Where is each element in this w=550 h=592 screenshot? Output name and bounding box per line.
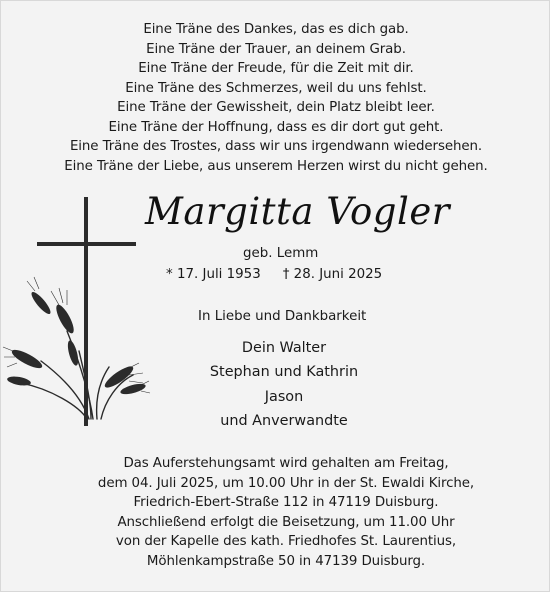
poem-line: Eine Träne der Trauer, an deinem Grab.	[146, 41, 406, 57]
death-date: † 28. Juni 2025	[282, 267, 383, 282]
mourner-line: Jason	[264, 388, 304, 405]
poem-line: Eine Träne des Trostes, dass wir uns irgendwann wiedersehen.	[69, 139, 483, 154]
poem	[1, 20, 550, 176]
service-line: Friedrich-Ebert-Straße 112 in 47119 Duisburg.	[133, 495, 439, 511]
poem-line: Eine Träne des Dankes, das es dich gab.	[143, 22, 409, 37]
mourner-line: Dein Walter	[241, 340, 327, 356]
service-line: von der Kapelle des kath. Friedhofes St. Laurentius,	[115, 534, 457, 550]
mourner-line: Stephan und Kathrin	[209, 364, 359, 381]
cross-with-wheat-icon	[1, 191, 151, 436]
poem-line: Eine Träne der Freude, für die Zeit mit dir.	[138, 61, 414, 76]
birth-name: geb. Lemm	[243, 246, 319, 261]
service-line: Möhlenkampstraße 50 in 47139 Duisburg.	[146, 553, 426, 569]
poem-line: Eine Träne der Hoffnung, dass es dir dort gut geht.	[108, 119, 444, 135]
birth-date: * 17. Juli 1953	[166, 267, 261, 282]
mourners-list	[169, 336, 399, 433]
poem-line: Eine Träne der Gewissheit, dein Platz bleibt leer.	[117, 100, 435, 115]
poem-line: Eine Träne des Schmerzes, weil du uns fehlst.	[125, 80, 427, 96]
life-dates	[166, 266, 382, 284]
mourner-line: und Anverwandte	[220, 412, 348, 429]
service-details	[1, 454, 550, 572]
mourners-intro: In Liebe und Dankbarkeit	[198, 309, 367, 324]
deceased-name: Margitta Vogler	[145, 190, 450, 233]
service-line: Anschließend erfolgt die Beisetzung, um 11.00 Uhr	[117, 514, 455, 530]
poem-line: Eine Träne der Liebe, aus unserem Herzen wirst du nicht gehen.	[64, 158, 488, 174]
service-line: Das Auferstehungsamt wird gehalten am Freitag,	[123, 456, 449, 471]
service-line: dem 04. Juli 2025, um 10.00 Uhr in der St. Ewaldi Kirche,	[97, 475, 475, 491]
